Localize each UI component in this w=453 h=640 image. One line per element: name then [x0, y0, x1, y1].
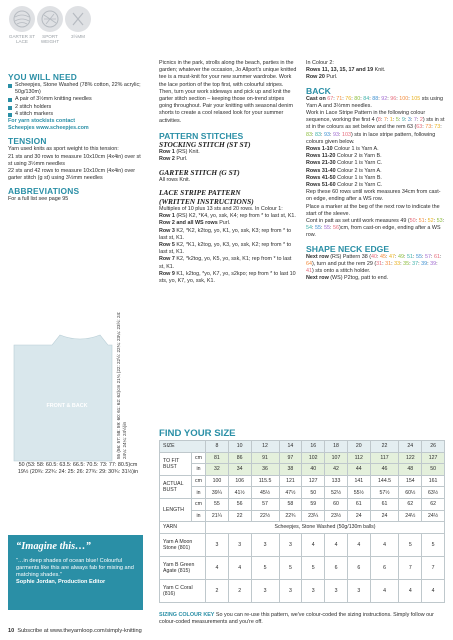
stst-heading: STOCKING STITCH (ST ST): [159, 139, 251, 149]
table-cell: 46: [370, 464, 399, 476]
quote-title: “Imagine this…”: [16, 541, 91, 552]
table-cell: 50: [302, 487, 325, 499]
size-value: 73: [425, 124, 432, 131]
lace-intro: Multiples of 10 plus 13 sts and 20 rows. In Colour 1:: [159, 206, 283, 213]
right-column: [306, 60, 446, 282]
lace-label: GARTER ST LACE: [8, 34, 36, 45]
table-cell: 4: [206, 556, 229, 579]
table-cell: 38: [279, 464, 302, 476]
abbreviations-heading: ABBREVIATIONS: [8, 186, 80, 197]
size-value: 1: [389, 117, 393, 124]
table-cell: 6: [347, 556, 370, 579]
size-value: 103: [342, 131, 351, 138]
lace-heading-1: LACE STRIPE PATTERN: [159, 188, 241, 198]
yarn-desc: Scheepjes, Stone Washed (50g/130m balls): [206, 522, 445, 534]
table-cell: 141: [347, 475, 370, 487]
lace-row: Row 7 K2, *k2tog, yo, K5, yo, ssk, K1; rep from * to last st, K1.: [159, 256, 292, 270]
table-cell: 106: [228, 475, 251, 487]
table-cell: 61: [370, 498, 399, 510]
lace-row: Row 3 K2, *K2, k2tog, yo, K1, yo, ssk, K3; rep from * to last st, K1.: [159, 227, 292, 241]
table-cell: 58: [279, 498, 302, 510]
table-cell: 3: [325, 579, 348, 602]
lace-row: Row 1 (RS) K2, *K4, yo, ssk, K4; rep from * to last st, K1.: [159, 213, 296, 220]
need-item: 4 stitch markers: [8, 111, 143, 118]
table-cell: 32: [206, 464, 229, 476]
table-cell: 42: [325, 464, 348, 476]
size-value: 53: [436, 218, 443, 225]
length-label: LENGTH: [160, 498, 192, 521]
size-value: 71: [336, 95, 343, 102]
find-your-size-heading: FIND YOUR SIZE: [159, 428, 236, 439]
rem-sizes: 63: 73: 73: 83: 83: 93: 93: 103: [306, 124, 442, 138]
table-cell: 60½: [399, 487, 422, 499]
sizing-colour-key: SIZING COLOUR KEY So you can re-use this pattern, we've colour-coded the sizing instructions. Simply follow our colour-coded measurements and you're off.: [159, 612, 434, 625]
size-value: 40: [371, 253, 378, 260]
table-cell: 56: [228, 498, 251, 510]
neck-sizes: 40: 45: 47: 49: 51: 55: 57: 61: 64: [306, 253, 442, 267]
yarn-label: YARN: [160, 522, 206, 534]
table-cell: 22½: [251, 510, 279, 522]
page-footer: [8, 627, 142, 635]
table-cell: 47½: [279, 487, 302, 499]
neck-sizes-2: 31: 31: 33: 35: 37: 39: 39: 41: [306, 260, 438, 275]
weight-info: [36, 6, 64, 45]
table-cell: 55½: [347, 487, 370, 499]
gst-text: All rows Knit.: [159, 177, 191, 184]
table-cell: 41½: [228, 487, 251, 499]
table-cell: 81: [206, 452, 229, 464]
needle-info: [64, 6, 92, 39]
table-cell: 4: [347, 533, 370, 556]
table-cell: 24½: [422, 510, 445, 522]
size-value: 39: [421, 260, 428, 267]
middle-column: [159, 60, 297, 285]
table-cell: 21¼: [206, 510, 229, 522]
table-cell: 62: [422, 498, 445, 510]
size-value: 64: [306, 260, 312, 267]
size-value: 52: [427, 218, 434, 225]
table-row: [160, 510, 445, 522]
table-cell: 3: [206, 533, 229, 556]
unit-cell: cm: [192, 475, 206, 487]
colour-2-intro: In Colour 2:: [306, 60, 334, 66]
table-cell: 3: [347, 579, 370, 602]
table-cell: 5: [422, 533, 445, 556]
table-cell: 127: [422, 452, 445, 464]
table-cell: 117: [370, 452, 399, 464]
table-cell: 112: [347, 452, 370, 464]
lace-heading-2: (WRITTEN INSTRUCTIONS): [159, 196, 254, 206]
quote-text: “…in deep shades of ocean blue! Colourful garments like this are always fab for mixing and matching shades.”: [16, 558, 134, 578]
size-value: 84: [363, 95, 370, 102]
table-cell: 61: [347, 498, 370, 510]
size-value: 63: [416, 124, 423, 131]
table-cell: 22¾: [279, 510, 302, 522]
pattern-stitches-heading: PATTERN STITCHES: [159, 130, 244, 141]
size-value: 49: [398, 253, 405, 260]
size-value: 100: [399, 95, 409, 102]
table-cell: 39¼: [206, 487, 229, 499]
size-value: 61: [434, 253, 441, 260]
table-cell: 59: [302, 498, 325, 510]
cast-on-sizes: 67: 71: 76: 80: 84: 88: 92: 96: 100: 105: [327, 95, 421, 102]
table-cell: 52½: [325, 487, 348, 499]
size-value: 55: [324, 225, 330, 232]
seq-row: Rows 11-20 Colour 2 is Yarn B.: [306, 153, 382, 160]
table-cell: 55: [206, 498, 229, 510]
size-value: 57: [425, 253, 432, 260]
seq-row: Rows 21-30 Colour 1 is Yarn C.: [306, 160, 383, 167]
size-value: 88: [372, 95, 379, 102]
size-value: 2: [419, 117, 423, 124]
repeat-text: Rep these 60 rows until work measures 34cm from cast-on edge, ending after a WS row.: [306, 189, 441, 203]
size-value: 83: [306, 131, 312, 138]
table-cell: 57: [251, 498, 279, 510]
table-row: [160, 522, 445, 534]
cont-sizes: 50: 51: 52: 53: 54: 55: 55: 56: [306, 218, 445, 232]
table-cell: 63½: [422, 487, 445, 499]
table-cell: 34: [228, 464, 251, 476]
table-cell: 22: [228, 510, 251, 522]
table-cell: 4: [325, 533, 348, 556]
table-cell: 4: [422, 579, 445, 602]
stst-row-1: Row 1 (RS) Knit.: [159, 149, 200, 156]
size-col: 8: [206, 441, 229, 453]
actual-label: ACTUAL BUST: [160, 475, 192, 498]
quote-author: Sophie Jordan, Production Editor: [16, 579, 106, 585]
size-value: 35: [403, 260, 410, 267]
table-cell: 50: [422, 464, 445, 476]
size-table: [159, 440, 445, 603]
first-sizes: 8: 7: 1: 5: 9: 3: 7: 2: [377, 117, 423, 124]
yarn-weight-icon: [37, 6, 63, 32]
size-col: 18: [325, 441, 348, 453]
table-cell: 23¼: [302, 510, 325, 522]
size-header-label: SIZE: [160, 441, 206, 453]
table-cell: 102: [302, 452, 325, 464]
stst-row-2: Row 2 Purl.: [159, 156, 188, 163]
table-cell: 6: [370, 556, 399, 579]
table-cell: 5: [399, 533, 422, 556]
tension-line-1: 21 sts and 30 rows to measure 10x10cm (4x4in) over st st using 3½mm needles: [8, 153, 141, 167]
table-cell: 4: [228, 556, 251, 579]
unit-cell: in: [192, 464, 206, 476]
table-cell: 122: [399, 452, 422, 464]
lace-row: Row 2 and all WS rows Purl.: [159, 220, 231, 227]
yarn-c-label: Yarn C Coral (816): [160, 579, 206, 602]
table-cell: 48: [399, 464, 422, 476]
need-item: 2 stitch holders: [8, 104, 143, 111]
size-value: 41: [306, 268, 312, 275]
yarn-a-label: Yarn A Moon Stone (801): [160, 533, 206, 556]
table-cell: 4: [370, 533, 399, 556]
table-cell: 36: [251, 464, 279, 476]
schematic-label: FRONT & BACK: [46, 403, 88, 409]
table-cell: 4: [399, 579, 422, 602]
size-value: 55: [315, 225, 321, 232]
size-value: 92: [381, 95, 388, 102]
table-cell: 121: [279, 475, 302, 487]
size-value: 54: [306, 225, 312, 232]
intro-text: Picnics in the park, strolls along the beach, parties in the garden; whatever the occasion, Jo Allport's unique knitted tee is a must-knit for your new summer wardrobe. Work the lace portion of the top first, with colourful stripes. Then, turn your work sideways and pick up and knit the garter stitch section – keeping those on-trend stripes going throughout. Pair your knitting with seasonal denim shorts to create a cool relaxed look for your summer activities.: [159, 60, 297, 124]
continue-text: Cont in patt as set until work measures 49 (50: 51: 52: 53: 54: 55: 55: 56)cm, from cast-on edge, ending after a WS row.: [306, 218, 445, 239]
size-col: 22: [370, 441, 399, 453]
table-cell: 3: [279, 533, 302, 556]
table-cell: 127: [302, 475, 325, 487]
table-cell: 2: [228, 579, 251, 602]
table-cell: 40: [302, 464, 325, 476]
size-col: 10: [228, 441, 251, 453]
abbreviations-text: For a full list see page 95: [8, 196, 69, 203]
table-cell: 3: [251, 579, 279, 602]
unit-cell: in: [192, 487, 206, 499]
needle-label: 3½MM: [70, 34, 86, 39]
size-value: 3: [407, 117, 411, 124]
neck-row: Next row (RS) Pattern 38 (40: 45: 47: 49: 51: 55: 57: 61: 64), turn and put the rem 29 (31: 31: 33: 35: 37: 39: 39: 41) sts onto a stitch holder.: [306, 253, 442, 275]
colour-2-row-20: Row 20 Purl.: [306, 74, 338, 81]
table-row: [160, 464, 445, 476]
size-value: 47: [389, 253, 396, 260]
table-cell: 154: [399, 475, 422, 487]
unit-cell: in: [192, 510, 206, 522]
table-row: [160, 579, 445, 602]
size-col: 20: [347, 441, 370, 453]
tension-line-2: 22 sts and 42 rows to measure 10x10cm (4x4in) over garter stitch (g st) using 3½mm needles: [8, 168, 136, 182]
lace-info: [8, 6, 36, 45]
table-cell: 62: [399, 498, 422, 510]
size-value: 51: [418, 218, 425, 225]
table-cell: 4: [302, 533, 325, 556]
colour-2-rows: Rows 11, 13, 15, 17 and 19 Knit.: [306, 67, 386, 74]
table-cell: 144.5: [370, 475, 399, 487]
size-value: 37: [412, 260, 419, 267]
size-value: 93: [324, 131, 330, 138]
table-cell: 7: [422, 556, 445, 579]
size-value: 7: [383, 117, 387, 124]
size-value: 51: [407, 253, 414, 260]
stockists-line-2: Scheepjes www.scheepjes.com: [8, 125, 89, 132]
table-cell: 3: [228, 533, 251, 556]
size-value: 50: [409, 218, 416, 225]
table-cell: 24: [370, 510, 399, 522]
size-value: 55: [416, 253, 423, 260]
shape-neck-heading: SHAPE NECK EDGE: [306, 243, 390, 254]
seq-row: Rows 1-10 Colour 1 is Yarn A.: [306, 146, 379, 153]
cast-on-text: Cast on 67: 71: 76: 80: 84: 88: 92: 96: 100: 105 sts using Yarn A and 3½mm needles.: [306, 95, 444, 109]
seq-row: Rows 51-60 Colour 2 is Yarn C.: [306, 182, 383, 189]
needle-size-icon: [65, 6, 91, 32]
table-cell: 133: [325, 475, 348, 487]
table-row: [160, 533, 445, 556]
lace-ball-icon: [9, 6, 35, 32]
size-value: 9: [401, 117, 405, 124]
tension-heading: TENSION: [8, 136, 47, 147]
table-cell: 57½: [370, 487, 399, 499]
size-col: 24: [399, 441, 422, 453]
size-value: 8: [377, 117, 381, 124]
schematic-length-label: 55 (56: 57: 58: 59: 60: 61: 62: 62)cm 21¾ (22: 22½: 22¾: 23¼: 23½: 24: 24¼: 24¼: 24½)in: [116, 311, 127, 459]
tension-text: Yarn used knits as sport weight to this tension:: [8, 146, 119, 153]
table-cell: 7: [399, 556, 422, 579]
size-value: 45: [380, 253, 387, 260]
size-value: 67: [327, 95, 334, 102]
table-cell: 86: [228, 452, 251, 464]
table-cell: 60: [325, 498, 348, 510]
size-value: 93: [333, 131, 339, 138]
table-cell: 107: [325, 452, 348, 464]
size-value: 76: [345, 95, 352, 102]
size-value: 105: [411, 95, 421, 102]
table-cell: 5: [302, 556, 325, 579]
size-col: 16: [302, 441, 325, 453]
size-value: 39: [430, 260, 437, 267]
schematic-width-in: 19½ (20¾: 22¾: 24: 25: 26: 27¾: 29: 30¾: 31½)in: [17, 469, 139, 476]
size-value: 7: [413, 117, 417, 124]
quote-box: [8, 535, 143, 610]
size-value: 96: [390, 95, 397, 102]
need-item: Scheepjes, Stone Washed (78% cotton, 22% acrylic; 50g/130m): [8, 82, 143, 96]
table-row: [160, 441, 445, 453]
table-cell: 4: [370, 579, 399, 602]
unit-cell: cm: [192, 498, 206, 510]
table-cell: 2: [206, 579, 229, 602]
table-row: [160, 556, 445, 579]
seq-row: Rows 31-40 Colour 2 is Yarn A.: [306, 167, 382, 174]
table-cell: 3: [251, 533, 279, 556]
table-cell: 100: [206, 475, 229, 487]
table-cell: 161: [422, 475, 445, 487]
to-fit-label: TO FIT BUST: [160, 452, 192, 475]
size-value: 73: [434, 124, 441, 131]
schematic-width: [8, 462, 148, 476]
size-value: 31: [385, 260, 392, 267]
subscribe-link[interactable]: Subscribe at www.theyarnloop.com/simply-knitting: [17, 628, 142, 634]
marker-text: Place a marker at the beg of the next row to indicate the start of the sleeve.: [306, 203, 440, 217]
back-heading: BACK: [306, 85, 331, 96]
table-cell: 23½: [325, 510, 348, 522]
table-cell: 97: [279, 452, 302, 464]
size-col: 14: [279, 441, 302, 453]
gst-heading: GARTER STITCH (G ST): [159, 167, 240, 177]
schematic-width-cm: 50 (53: 58: 60.5: 63.5: 66.5: 70.5: 73: 77: 80.5)cm: [18, 462, 138, 468]
lace-sequence-text: Work in Lace Stripe Pattern in the following colour sequence, working the first 4 (8: 7: 1: 5: 9: 3: 7: 2) sts in st st in the colours as set below and the rem 63 (63: 73: 73: 83: 83: 93: 93: 103) sts in lace stripe pattern, following colours given below.: [306, 110, 445, 145]
size-value: 80: [354, 95, 361, 102]
seq-row: Rows 41-50 Colour 1 is Yarn B.: [306, 174, 382, 181]
table-cell: 3: [279, 579, 302, 602]
schematic: [12, 311, 147, 463]
table-row: [160, 487, 445, 499]
table-row: [160, 452, 445, 464]
size-value: 56: [333, 225, 339, 232]
size-col: 26: [422, 441, 445, 453]
you-will-need-heading: YOU WILL NEED: [8, 72, 77, 82]
size-col: 12: [251, 441, 279, 453]
table-cell: 5: [251, 556, 279, 579]
size-value: 33: [394, 260, 401, 267]
neck-next-row: Next row (WS) P2tog, patt to end.: [306, 275, 389, 282]
stockists-line-1: For yarn stockists contact: [8, 118, 76, 125]
size-value: 31: [376, 260, 383, 267]
table-cell: 44: [347, 464, 370, 476]
lace-row: Row 5 K2, *K1, k2tog, yo, K3, yo, ssk, K2; rep from * to last st, K1.: [159, 242, 292, 256]
table-cell: 115.5: [251, 475, 279, 487]
table-cell: 24: [347, 510, 370, 522]
size-value: 83: [315, 131, 321, 138]
table-cell: 24½: [399, 510, 422, 522]
weight-label: SPORT WEIGHT: [40, 34, 60, 45]
lace-row: Row 9 K1, k2tog, *yo, K7, yo, s2kpo; rep from * to last 10 sts, yo, K7, yo, ssk, K1.: [159, 270, 296, 285]
icon-row: [8, 6, 143, 56]
table-row: [160, 475, 445, 487]
yarn-b-label: Yarn B Green Agate (815): [160, 556, 206, 579]
unit-cell: cm: [192, 452, 206, 464]
table-cell: 45½: [251, 487, 279, 499]
table-cell: 3: [302, 579, 325, 602]
left-column: [8, 72, 143, 204]
table-cell: 91: [251, 452, 279, 464]
table-cell: 6: [325, 556, 348, 579]
need-item: A pair of 3½mm knitting needles: [8, 96, 143, 103]
table-cell: 5: [279, 556, 302, 579]
size-value: 5: [395, 117, 399, 124]
page-number: 10: [8, 628, 15, 634]
table-row: [160, 498, 445, 510]
